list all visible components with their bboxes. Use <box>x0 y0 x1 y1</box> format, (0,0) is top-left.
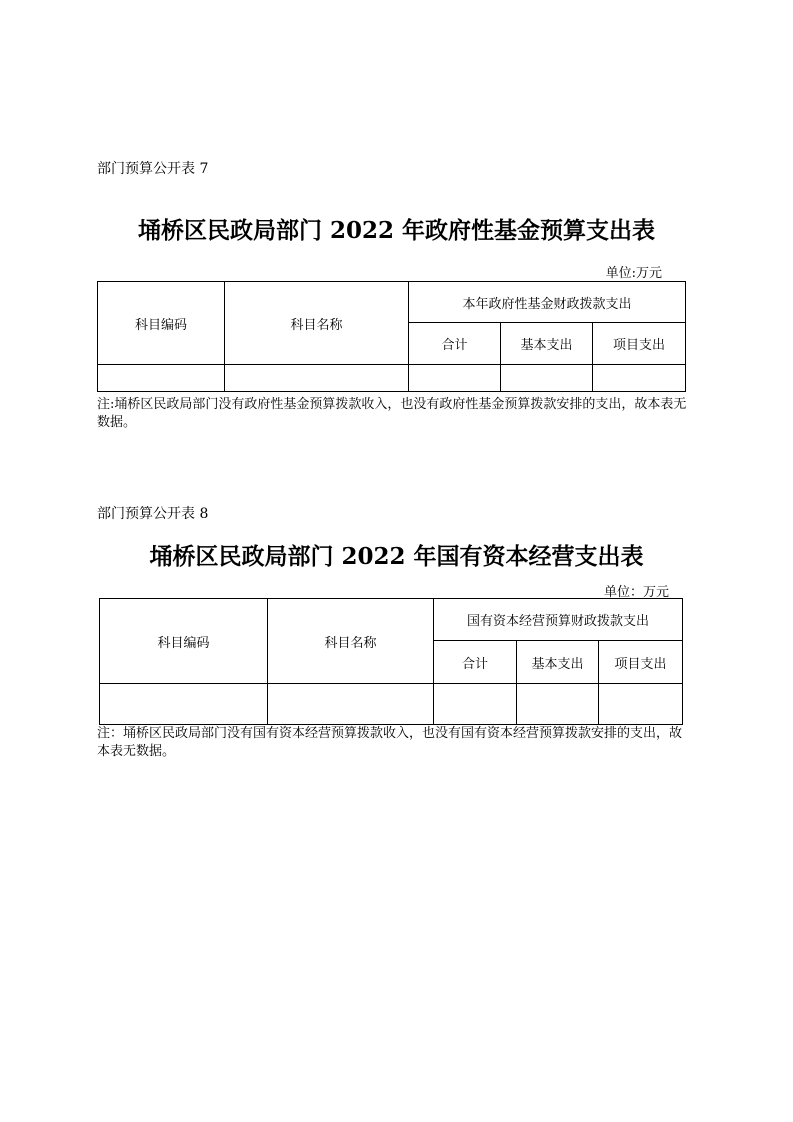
table-row <box>100 684 683 725</box>
cell-empty <box>98 365 225 392</box>
header-subject-name: 科目名称 <box>225 282 409 365</box>
unit-label-7: 单位:万元 <box>605 266 662 281</box>
budget-table-8 <box>99 598 683 725</box>
header-project-expense: 项目支出 <box>593 323 686 365</box>
cell-empty <box>517 684 599 725</box>
header-subject-code: 科目编码 <box>98 282 225 365</box>
cell-empty <box>409 365 501 392</box>
cell-empty <box>268 684 434 725</box>
cell-empty <box>100 684 268 725</box>
table-row <box>98 365 686 392</box>
header-total: 合计 <box>434 641 517 684</box>
table-caption-7: 部门预算公开表 7 <box>97 161 209 177</box>
cell-empty <box>501 365 593 392</box>
unit-label-8: 单位：万元 <box>603 585 669 600</box>
header-basic-expense: 基本支出 <box>517 641 599 684</box>
cell-empty <box>434 684 517 725</box>
header-group: 本年政府性基金财政拨款支出 <box>409 282 686 323</box>
cell-empty <box>599 684 683 725</box>
header-project-expense: 项目支出 <box>599 641 683 684</box>
table-title-7: 埇桥区民政局部门 2022 年政府性基金预算支出表 <box>137 217 656 244</box>
budget-table-7 <box>97 281 686 392</box>
cell-empty <box>225 365 409 392</box>
header-basic-expense: 基本支出 <box>501 323 593 365</box>
header-group: 国有资本经营预算财政拨款支出 <box>434 599 683 641</box>
header-subject-code: 科目编码 <box>100 599 268 684</box>
cell-empty <box>593 365 686 392</box>
header-subject-name: 科目名称 <box>268 599 434 684</box>
table-note-8: 注：埇桥区民政局部门没有国有资本经营预算拨款收入，也没有国有资本经营预算拨款安排的支出，故本表无数据。 <box>97 726 683 759</box>
table-caption-8: 部门预算公开表 8 <box>97 506 209 522</box>
header-total: 合计 <box>409 323 501 365</box>
table-note-7: 注:埇桥区民政局部门没有政府性基金预算拨款收入，也没有政府性基金预算拨款安排的支出，故本表无数据。 <box>97 397 687 430</box>
table-title-8: 埇桥区民政局部门 2022 年国有资本经营支出表 <box>149 543 644 570</box>
